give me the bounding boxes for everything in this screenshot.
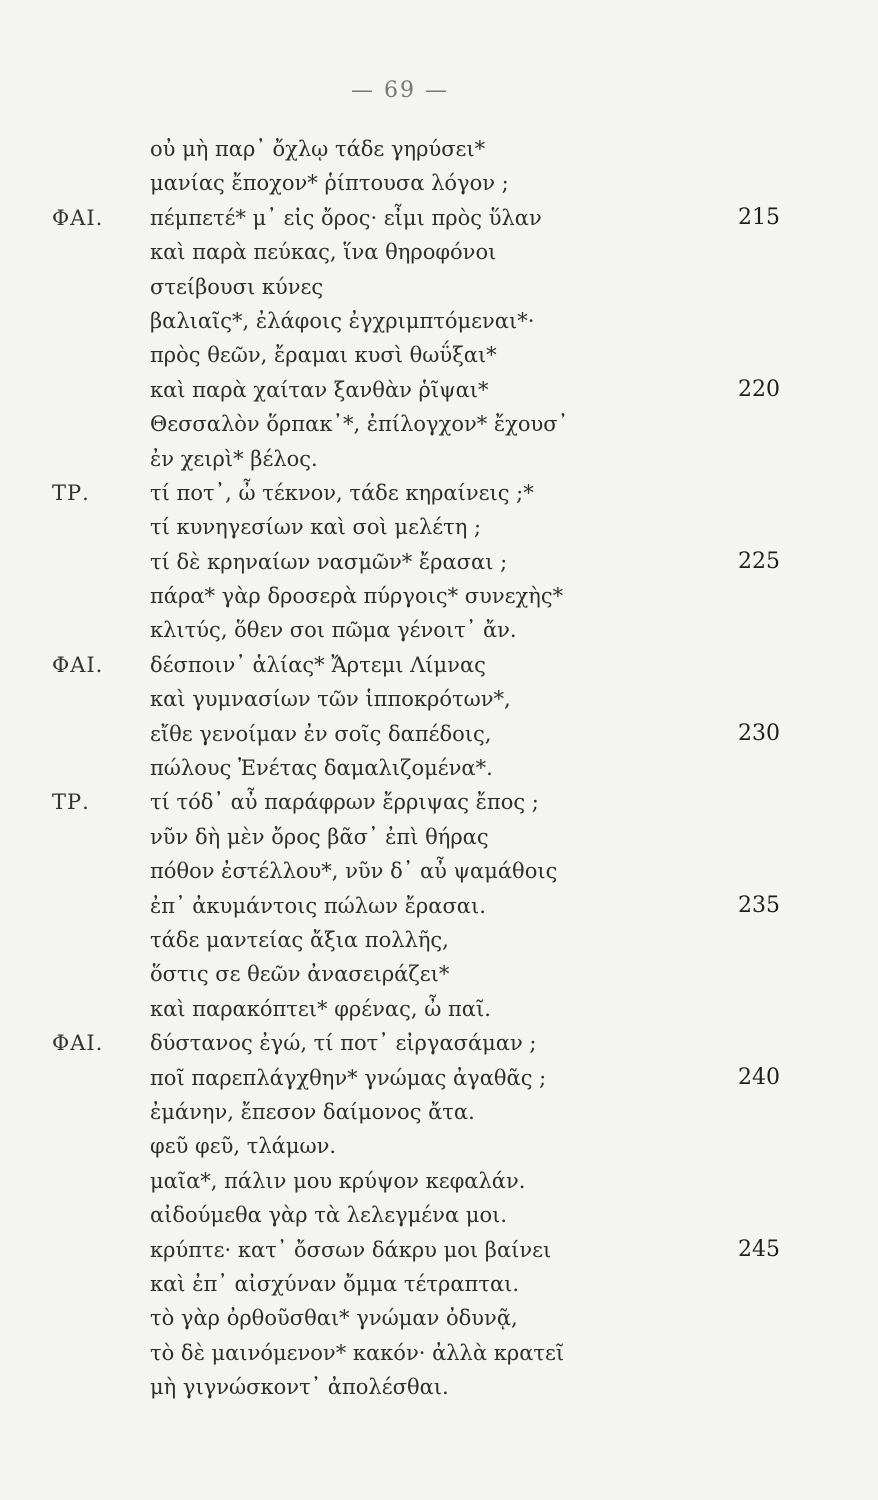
verse-line (0, 476, 878, 510)
verse-text: μὴ γιγνώσκοντ᾽ ἀπολέσθαι. (150, 1375, 449, 1400)
verse-text: τί κυνηγεσίων καὶ σοὶ μελέτη ; (150, 515, 482, 540)
verse-line (0, 442, 878, 476)
verse-line (0, 579, 878, 613)
verse-list (0, 132, 878, 1404)
line-number: 240 (738, 1064, 780, 1090)
verse-text: κρύπτε· κατ᾽ ὄσσων δάκρυ μοι βαίνει (150, 1237, 552, 1262)
verse-line (0, 820, 878, 854)
verse-line (0, 923, 878, 957)
line-number: 245 (738, 1236, 780, 1262)
verse-text: αἰδούμεθα γὰρ τὰ λελεγμένα μοι. (150, 1203, 507, 1228)
line-number: 230 (738, 720, 780, 746)
verse-text: δέσποιν᾽ ἁλίας* Ἄρτεμι Λίμνας (150, 652, 486, 677)
verse-line (0, 1301, 878, 1335)
verse-text: ἐν χειρὶ* βέλος. (150, 446, 318, 471)
verse-line (0, 751, 878, 785)
speaker-label: ΦΑΙ. (52, 652, 104, 677)
verse-text: πρὸς θεῶν, ἔραμαι κυσὶ θωΰξαι* (150, 343, 497, 368)
verse-text: ἐμάνην, ἔπεσον δαίμονος ἄτα. (150, 1099, 475, 1124)
verse-text: καὶ παρακόπτει* φρένας, ὦ παῖ. (150, 996, 491, 1021)
verse-text: πέμπετέ* μ᾽ εἰς ὄρος· εἶμι πρὸς ὕλαν (150, 205, 542, 230)
verse-line (0, 854, 878, 888)
page-number: — 69 — (351, 78, 449, 103)
verse-text: ποῖ παρεπλάγχθην* γνώμας ἀγαθᾶς ; (150, 1065, 547, 1090)
verse-text: τὸ δὲ μαινόμενον* κακόν· ἀλλὰ κρατεῖ (150, 1340, 565, 1365)
verse-line (0, 1164, 878, 1198)
verse-line (0, 338, 878, 372)
verse-text: δύστανος ἐγώ, τί ποτ᾽ εἰργασάμαν ; (150, 1031, 537, 1056)
verse-line (0, 1336, 878, 1370)
verse-text: τὸ γὰρ ὀρθοῦσθαι* γνώμαν ὀδυνᾷ, (150, 1306, 518, 1331)
verse-text: κλιτύς, ὅθεν σοι πῶμα γένοιτ᾽ ἄν. (150, 618, 517, 643)
verse-line (0, 1267, 878, 1301)
verse-line (0, 166, 878, 200)
verse-line (0, 510, 878, 544)
verse-line (0, 1198, 878, 1232)
verse-text: τί τόδ᾽ αὖ παράφρων ἔρριψας ἔπος ; (150, 790, 539, 815)
verse-text: τάδε μαντείας ἄξια πολλῆς, (150, 927, 449, 952)
verse-line (0, 545, 878, 579)
verse-line (0, 270, 878, 304)
verse-text: μανίας ἔποχον* ῥίπτουσα λόγον ; (150, 171, 509, 196)
line-number: 225 (738, 548, 780, 574)
verse-line (0, 373, 878, 407)
speaker-label: ΦΑΙ. (52, 205, 104, 230)
verse-line (0, 992, 878, 1026)
verse-line (0, 304, 878, 338)
verse-line (0, 235, 878, 269)
verse-text: ἐπ᾽ ἀκυμάντοις πώλων ἔρασαι. (150, 893, 486, 918)
verse-text: καὶ ἐπ᾽ αἰσχύναν ὄμμα τέτραπται. (150, 1271, 520, 1296)
verse-line (0, 1026, 878, 1060)
verse-text: μαῖα*, πάλιν μου κρύψον κεφαλάν. (150, 1168, 526, 1193)
verse-text: νῦν δὴ μὲν ὄρος βᾶσ᾽ ἐπὶ θήρας (150, 824, 489, 849)
verse-line (0, 613, 878, 647)
verse-line (0, 201, 878, 235)
verse-line (0, 1061, 878, 1095)
verse-line (0, 957, 878, 991)
verse-line (0, 717, 878, 751)
speaker-label: ΦΑΙ. (52, 1031, 104, 1056)
verse-text: στείβουσι κύνες (150, 274, 324, 299)
verse-text: Θεσσαλὸν ὅρπακ᾽*, ἐπίλογχον* ἔχουσ᾽ (150, 412, 569, 437)
verse-line (0, 785, 878, 819)
verse-line (0, 648, 878, 682)
line-number: 215 (738, 204, 780, 230)
verse-text: τί ποτ᾽, ὦ τέκνον, τάδε κηραίνεις ;* (150, 480, 534, 505)
line-number: 235 (738, 892, 780, 918)
verse-text: πώλους Ἐνέτας δαμαλιζομένα*. (150, 756, 493, 781)
verse-text: καὶ γυμνασίων τῶν ἱπποκρότων*, (150, 687, 511, 712)
speaker-label: ΤΡ. (52, 790, 90, 815)
verse-line (0, 407, 878, 441)
line-number: 220 (738, 376, 780, 402)
speaker-label: ΤΡ. (52, 480, 90, 505)
verse-text: ὅστις σε θεῶν ἀνασειράζει* (150, 962, 450, 987)
verse-line (0, 1233, 878, 1267)
verse-line (0, 1370, 878, 1404)
verse-text: καὶ παρὰ πεύκας, ἵνα θηροφόνοι (150, 240, 497, 265)
verse-line (0, 889, 878, 923)
verse-line (0, 1129, 878, 1163)
verse-text: καὶ παρὰ χαίταν ξανθὰν ῥῖψαι* (150, 377, 489, 402)
verse-text: φεῦ φεῦ, τλάμων. (150, 1134, 337, 1159)
verse-text: πόθον ἐστέλλου*, νῦν δ᾽ αὖ ψαμάθοις (150, 859, 558, 884)
verse-line (0, 1095, 878, 1129)
verse-text: οὐ μὴ παρ᾽ ὄχλῳ τάδε γηρύσει* (150, 137, 486, 161)
verse-text: εἴθε γενοίμαν ἐν σοῖς δαπέδοις, (150, 721, 492, 746)
verse-line (0, 682, 878, 716)
verse-line (0, 132, 878, 166)
verse-text: πάρα* γὰρ δροσερὰ πύργοις* συνεχὴς* (150, 584, 564, 609)
verse-text: τί δὲ κρηναίων νασμῶν* ἔρασαι ; (150, 549, 508, 574)
verse-text: βαλιαῖς*, ἐλάφοις ἐγχριμπτόμεναι*· (150, 308, 535, 333)
